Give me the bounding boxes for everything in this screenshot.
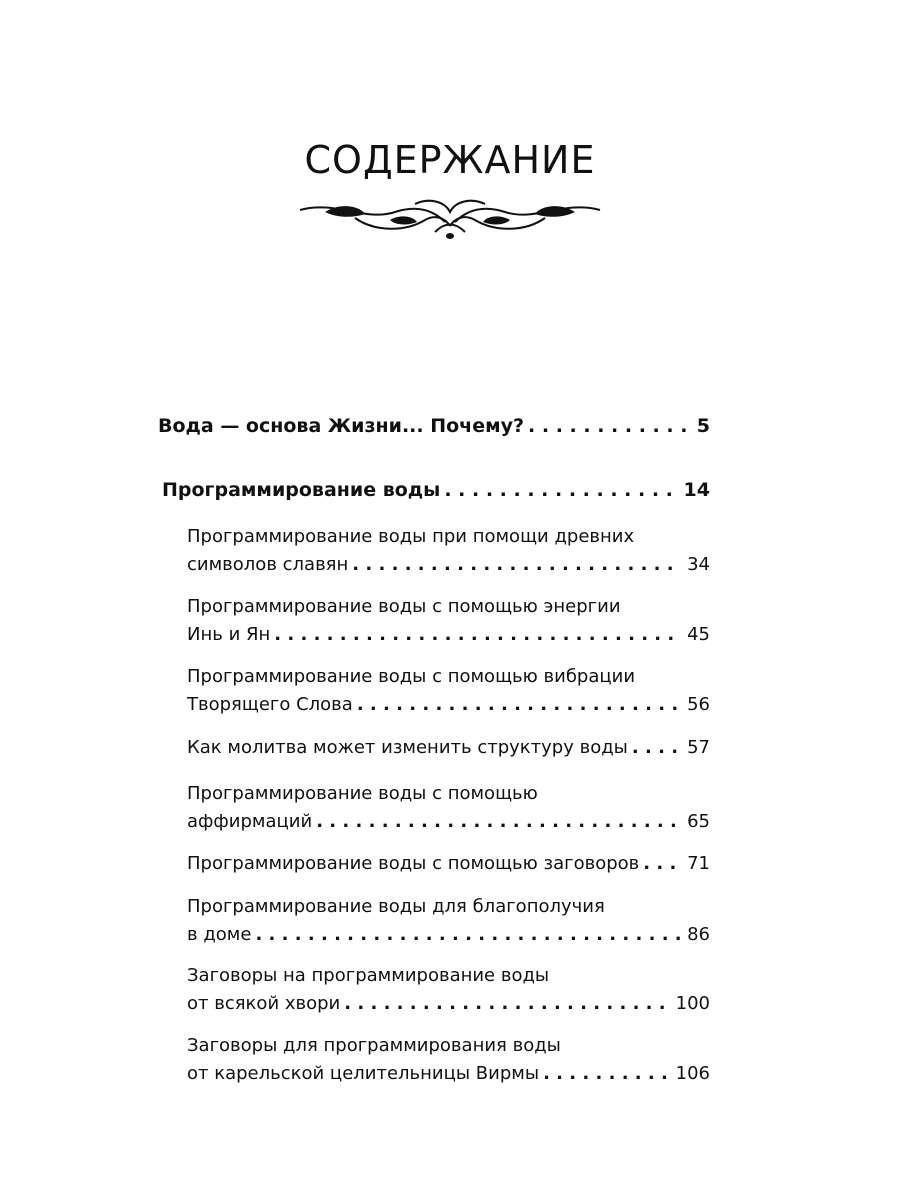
dot-leader (344, 990, 669, 1018)
toc-page-number: 106 (675, 1063, 710, 1084)
toc-page-number: 56 (687, 694, 710, 715)
toc-entry[interactable] (162, 476, 710, 504)
toc-entry[interactable] (187, 523, 710, 579)
toc-entry-title-line: аффирмаций (187, 811, 313, 832)
toc-entry-title-line: Заговоры для программирования воды (187, 1035, 561, 1056)
toc-page-number: 65 (687, 811, 710, 832)
dot-leader (274, 621, 681, 649)
toc-entry-title-line: Программирование воды с помощью вибрации (187, 666, 636, 687)
dot-leader (316, 808, 681, 836)
toc-entry-title-line: Программирование воды с помощью (187, 783, 538, 804)
toc-page-number: 100 (675, 993, 710, 1014)
toc-entry[interactable] (187, 850, 710, 878)
toc-page-number: 45 (687, 624, 710, 645)
toc-entry-title-line: Инь и Ян (187, 624, 271, 645)
toc-entry[interactable] (158, 412, 710, 440)
toc-page-number: 34 (687, 554, 710, 575)
toc-entry-title-line: от карельской целительницы Вирмы (187, 1063, 540, 1084)
toc-entry-title: Программирование воды (162, 479, 441, 501)
toc-entry[interactable] (187, 962, 710, 1018)
toc-entry[interactable] (187, 734, 710, 762)
dot-leader (543, 1060, 670, 1088)
toc-entry-title-line: Программирование воды с помощью энергии (187, 596, 621, 617)
dot-leader (444, 476, 677, 504)
toc-page-number: 14 (683, 479, 710, 501)
dot-leader (643, 850, 681, 878)
toc-entry-title-line: Творящего Слова (187, 694, 353, 715)
toc-entry-title: Программирование воды с помощью заговоров (187, 853, 640, 874)
toc-page-number: 5 (696, 415, 710, 437)
toc-entry[interactable] (187, 593, 710, 649)
dot-leader (357, 691, 681, 719)
toc-entry[interactable] (187, 1032, 710, 1088)
page-title: СОДЕРЖАНИЕ (304, 138, 596, 182)
dot-leader (255, 921, 681, 949)
toc-entry-title-line: в доме (187, 924, 252, 945)
toc-entry-title: Как молитва может изменить структуру воды (187, 737, 628, 758)
toc-entry[interactable] (187, 893, 710, 949)
toc-entry-title: Вода — основа Жизни... Почему? (158, 415, 525, 437)
toc-page-number: 57 (687, 737, 710, 758)
dot-leader (528, 412, 691, 440)
toc-entry-title-line: Заговоры на программирование воды (187, 965, 550, 986)
dot-leader (352, 551, 681, 579)
toc-entry[interactable] (187, 663, 710, 719)
toc-entry-title-line: символов славян (187, 554, 349, 575)
toc-entry-title-line: Программирование воды при помощи древних (187, 526, 635, 547)
toc-entry-title-line: от всякой хвори (187, 993, 341, 1014)
toc-entry[interactable] (187, 780, 710, 836)
toc-page-number: 71 (687, 853, 710, 874)
dot-leader (632, 734, 681, 762)
toc-page-number: 86 (687, 924, 710, 945)
toc-entry-title-line: Программирование воды для благополучия (187, 896, 605, 917)
